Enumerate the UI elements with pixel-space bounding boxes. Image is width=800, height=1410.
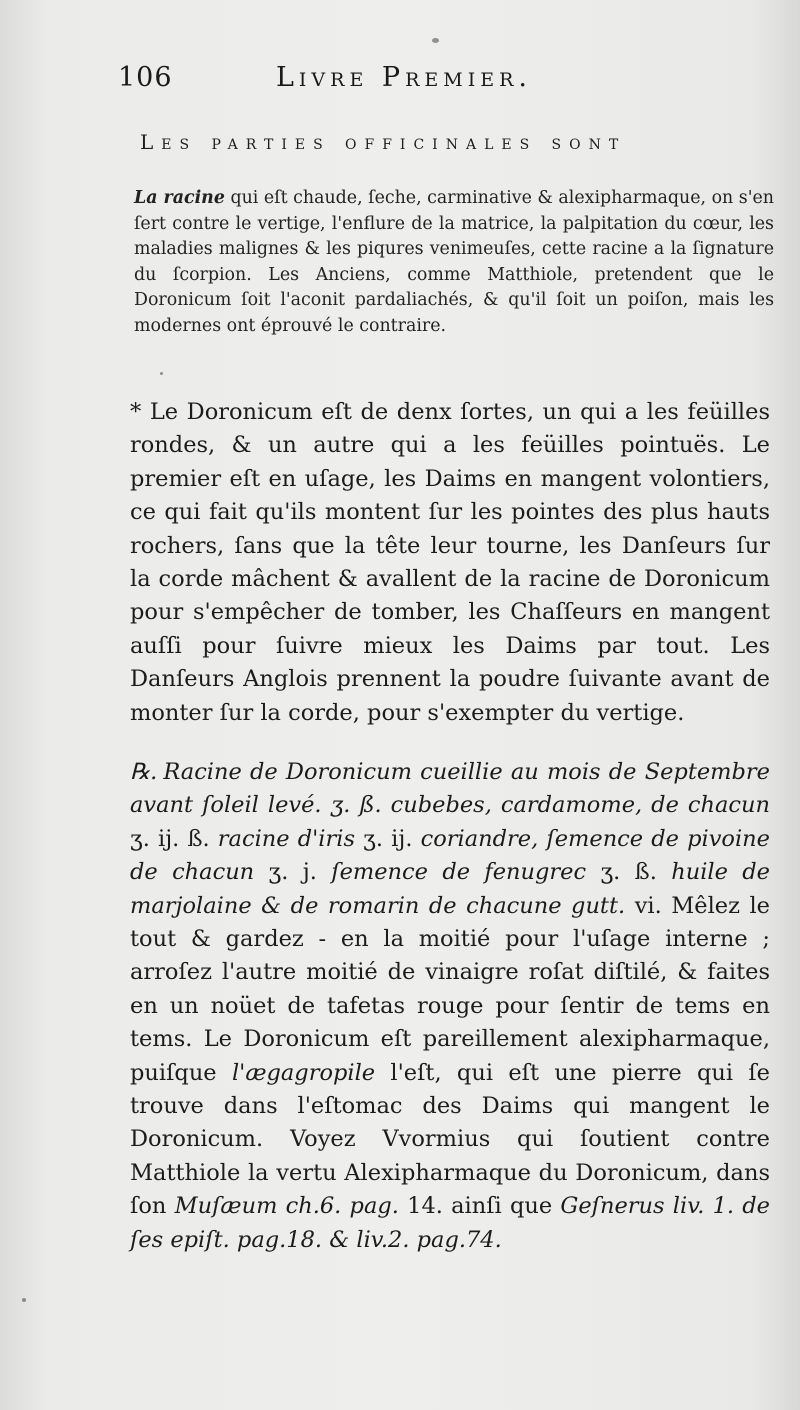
paragraph-lead: La racine [134, 188, 225, 208]
recipe-text: l'eſt, qui eſt une pierre qui ſe trouve dans l'eſtomac des Daims qui mangent le Doronicum. Voyez Vvormius qui ſoutient contre Matthiole la vertu Alexipharmaque du Doronicum, dans ſon [130, 1059, 770, 1220]
recipe-italic: Muſæum ch.6. pag. [174, 1193, 399, 1220]
recipe-italic: Geſnerus liv. 1. de ſes epiſt. pag.18. & liv.2. pag.74. [130, 1193, 770, 1253]
recipe-italic: ſemence de fenugrec [331, 859, 587, 886]
recipe-text: ʒ. j. [254, 859, 332, 886]
recipe-italic: coriandre, ſemence de pivoine de chacun [130, 825, 770, 886]
ink-speck [432, 38, 439, 43]
recipe-italic: Racine de Doronicum cueillie au mois de Septembre avant ſoleil levé. ʒ. ß. cubebes, cardamome, de chacun [130, 759, 770, 819]
recipe-italic: l'ægagropile [231, 1059, 376, 1086]
asterisk-marker: * [130, 399, 142, 425]
recipe-italic: racine d'iris [217, 825, 355, 852]
paragraph-text: qui eſt chaude, ſeche, carminative & alexipharmaque, on s'en ſert contre le vertige, l'enflure de la matrice, la palpitation du cœur, les maladies malignes & les piqures venimeuſes, cette racine a la ſignature du ſcorpion. Les Anciens, comme Matthiole, pretendent que le Doronicum ſoit l'aconit pardaliachés, & qu'il ſoit un poiſon, mais les modernes ont éprouvé le contraire. [134, 188, 774, 336]
ink-speck [22, 1298, 26, 1302]
paragraph-doronicum [130, 396, 770, 730]
running-head: Livre Premier. [276, 62, 532, 93]
recipe-text: vi. Mêlez le tout & gardez - en la moitié pour l'uſage interne ; arroſez l'autre moitié de vinaigre roſat diſtilé, & faites en un noüet de tafetas rouge pour ſentir de tems en tems. Le Doronicum eſt pareillement alexipharmaque, puiſque [130, 892, 770, 1086]
recipe-text: ʒ. ij. ß. [130, 825, 218, 852]
section-heading: Les parties officinales sont [140, 130, 627, 154]
recipe-text: 14. ainſi que [398, 1193, 561, 1220]
page-header [118, 62, 760, 102]
recipe-sign: ℞. [130, 759, 158, 785]
paragraph-recipe [130, 756, 770, 1257]
recipe-italic: huile de marjolaine & de romarin de chacune gutt. [130, 859, 770, 919]
paragraph-racine [134, 186, 774, 339]
recipe-text: ʒ. ß. [586, 859, 672, 886]
recipe-text: ʒ. ij. [355, 825, 421, 852]
paragraph-text: Le Doronicum eſt de denx ſortes, un qui a les feüilles rondes, & un autre qui a les feüilles pointuës. Le premier eſt en uſage, les Daims en mangent volontiers, ce qui fait qu'ils montent ſur les pointes des plus hauts rochers, ſans que la tête leur tourne, les Danſeurs ſur la corde mâchent & avallent de la racine de Doronicum pour s'empêcher de tomber, les Chaſſeurs en mangent auſſi pour ſuivre mieux les Daims par tout. Les Danſeurs Anglois prennent la poudre ſuivante avant de monter ſur la corde, pour s'exempter du vertige. [130, 399, 770, 726]
page-number: 106 [118, 62, 173, 93]
ink-speck [160, 372, 163, 375]
